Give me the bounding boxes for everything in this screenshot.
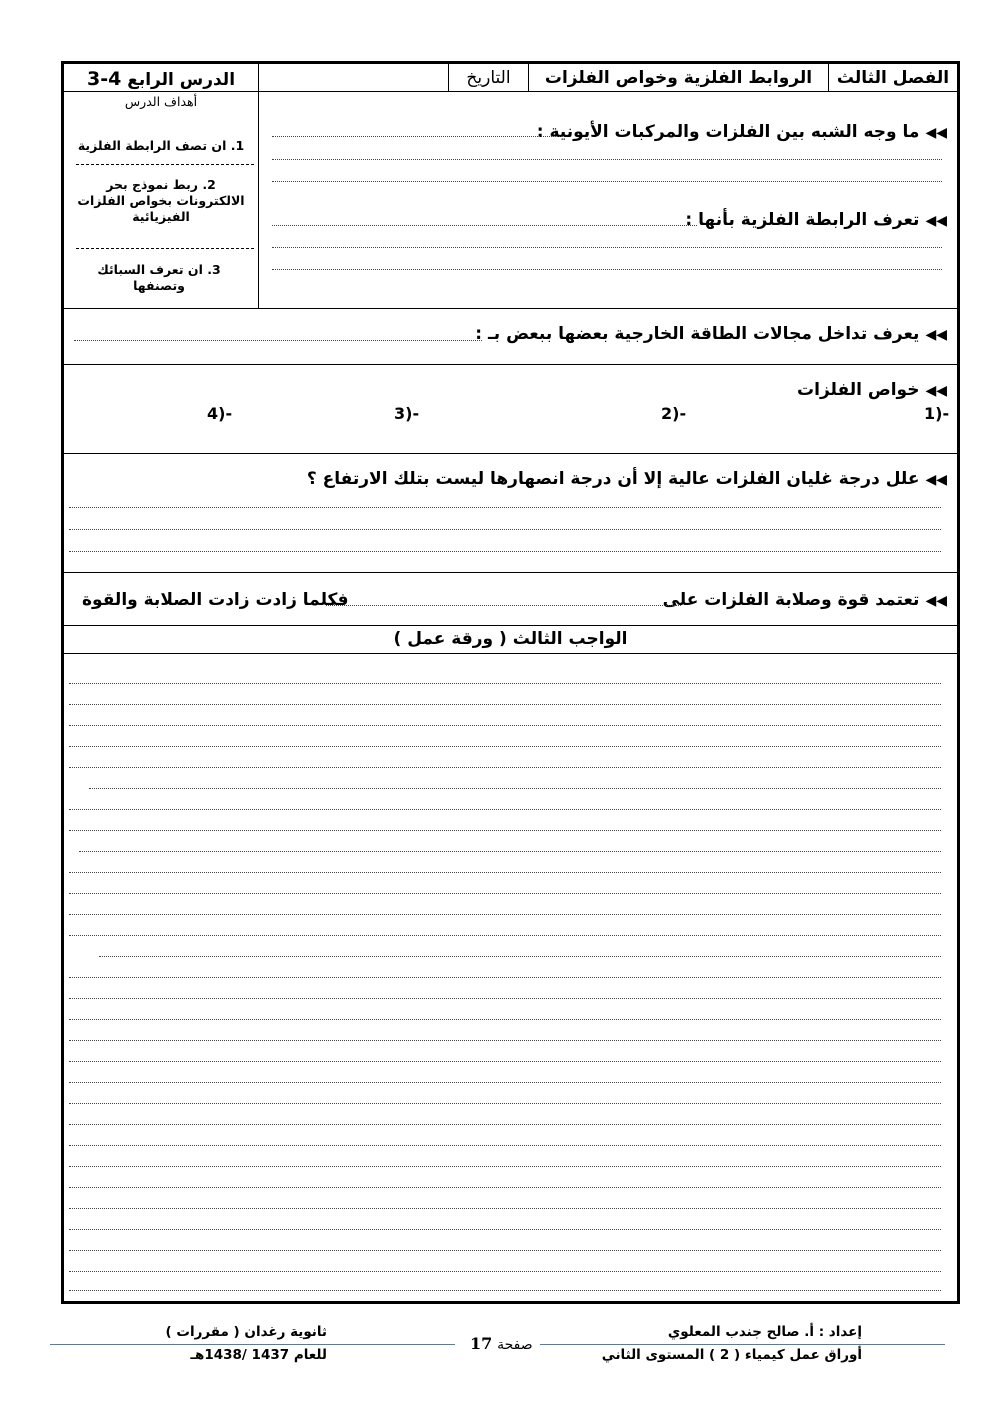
footer-school: ثانوية رغدان ( مقررات ) [165, 1324, 327, 1340]
section-border [64, 308, 957, 309]
homework-line[interactable] [69, 767, 941, 768]
answer-line[interactable] [69, 551, 941, 552]
date-label: التاريخ [466, 68, 511, 88]
homework-line[interactable] [69, 704, 941, 705]
objective-1: 1. ان تصف الرابطة الفلزية [77, 138, 245, 153]
homework-line[interactable] [69, 1229, 941, 1230]
question-metal-hardness-end: فكلما زادت زادت الصلابة والقوة [82, 590, 349, 610]
double-arrow-icon: ◀◀ [925, 213, 947, 229]
homework-line[interactable] [69, 893, 941, 894]
lesson-number-label [64, 68, 258, 90]
objectives-column-border [258, 64, 259, 308]
homework-line[interactable] [69, 977, 941, 978]
homework-line[interactable] [69, 1166, 941, 1167]
section-border [64, 453, 957, 454]
objective-3: 3. ان تعرف السبائك وتصنفها [97, 262, 221, 293]
homework-line[interactable] [69, 1290, 941, 1291]
question-metal-ionic-similarity: ◀◀ما وجه الشبه بين الفلزات والمركبات الأيونية : [536, 122, 947, 142]
homework-line[interactable] [69, 1124, 941, 1125]
property-item-4[interactable]: 4)- [207, 404, 233, 423]
question-boiling-melting: ◀◀علل درجة غليان الفلزات عالية إلا أن درجة انصهارها ليست بتلك الارتفاع ؟ [306, 469, 947, 489]
homework-line[interactable] [69, 998, 941, 999]
footer-rule [540, 1344, 945, 1345]
property-item-1[interactable]: 1)- [924, 404, 950, 423]
homework-line[interactable] [69, 1019, 941, 1020]
homework-line[interactable] [99, 956, 941, 957]
answer-line[interactable] [69, 507, 941, 508]
homework-line[interactable] [69, 830, 941, 831]
homework-line[interactable] [69, 935, 941, 936]
homework-line[interactable] [69, 872, 941, 873]
homework-line[interactable] [69, 1145, 941, 1146]
homework-line[interactable] [69, 1061, 941, 1062]
section-border [64, 653, 957, 654]
homework-line[interactable] [69, 1250, 941, 1251]
chapter-label: الفصل الثالث [836, 68, 950, 88]
homework-line[interactable] [69, 1103, 941, 1104]
answer-line[interactable] [69, 529, 941, 530]
answer-line[interactable] [272, 136, 562, 137]
answer-line[interactable] [326, 605, 681, 606]
answer-line[interactable] [272, 181, 942, 182]
homework-line[interactable] [69, 1208, 941, 1209]
answer-line[interactable] [272, 247, 942, 248]
date-value[interactable] [259, 68, 448, 90]
section-border [64, 625, 957, 626]
homework-line[interactable] [69, 1271, 941, 1272]
section-border [64, 572, 957, 573]
objective-2: 2. ربط نموذج بحر الالكترونات بخواص الفلزات الفيزيائية [77, 177, 245, 224]
question-metallic-bond-definition: ◀◀تعرف الرابطة الفلزية بأنها : [685, 210, 947, 230]
double-arrow-icon: ◀◀ [925, 472, 947, 488]
double-arrow-icon: ◀◀ [925, 383, 947, 399]
footer-rule [50, 1344, 455, 1345]
answer-line[interactable] [272, 159, 942, 160]
footer-worksheet: أوراق عمل كيمياء ( 2 ) المستوى الثاني [601, 1347, 862, 1363]
footer-year: للعام 1437 /1438هـ [190, 1347, 327, 1363]
objective-separator [76, 164, 254, 165]
lesson-title: الروابط الفلزية وخواص الفلزات [544, 68, 813, 88]
double-arrow-icon: ◀◀ [925, 327, 947, 343]
homework-line[interactable] [69, 746, 941, 747]
homework-title: الواجب الثالث ( ورقة عمل ) [393, 629, 628, 649]
answer-line[interactable] [74, 340, 482, 341]
lesson-number: 3-4 [86, 68, 122, 90]
homework-line[interactable] [69, 914, 941, 915]
homework-line[interactable] [79, 851, 941, 852]
homework-line[interactable] [69, 1187, 941, 1188]
page-number: 17 [470, 1334, 493, 1353]
homework-line[interactable] [69, 683, 941, 684]
question-metal-hardness: ◀◀تعتمد قوة وصلابة الفلزات على [662, 590, 947, 610]
homework-line[interactable] [89, 788, 941, 789]
page-label: صفحة [497, 1337, 533, 1353]
property-item-2[interactable]: 2)- [661, 404, 687, 423]
lesson-text: الدرس الرابع [127, 70, 236, 90]
answer-line[interactable] [272, 269, 942, 270]
double-arrow-icon: ◀◀ [925, 593, 947, 609]
question-metal-properties: ◀◀خواص الفلزات [797, 380, 947, 400]
homework-line[interactable] [69, 809, 941, 810]
property-item-3[interactable]: 3)- [394, 404, 420, 423]
objective-separator [76, 248, 254, 249]
homework-line[interactable] [69, 1082, 941, 1083]
question-energy-overlap: ◀◀يعرف تداخل مجالات الطاقة الخارجية بعضها ببعض بـ : [475, 324, 947, 344]
footer-prepared-by: إعداد : أ. صالح جندب المعلوي [667, 1324, 862, 1340]
section-border [64, 364, 957, 365]
homework-line[interactable] [69, 725, 941, 726]
objectives-title: أهداف الدرس [124, 94, 198, 109]
answer-line[interactable] [272, 225, 697, 226]
homework-line[interactable] [69, 1040, 941, 1041]
double-arrow-icon: ◀◀ [925, 125, 947, 141]
header-bottom-border [64, 91, 957, 92]
footer-page [470, 1334, 533, 1353]
worksheet-frame [61, 61, 960, 1304]
